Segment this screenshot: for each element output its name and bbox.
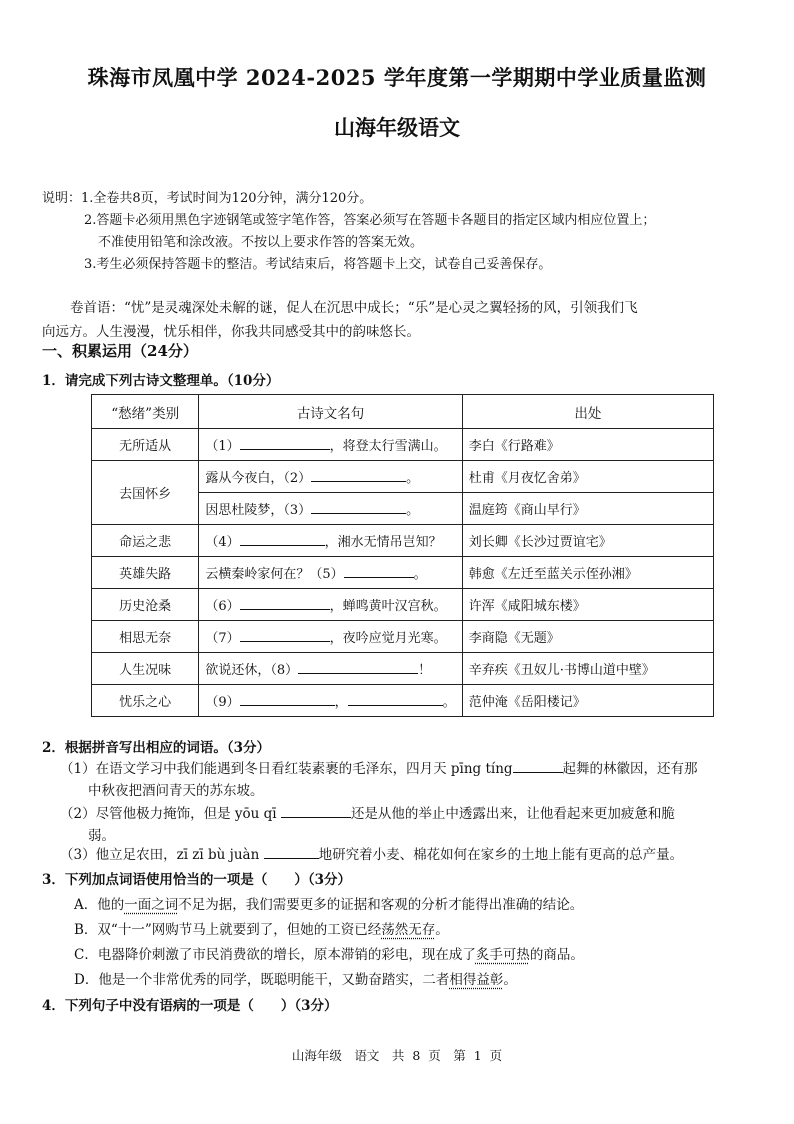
instruction-2-cont: 不准使用铅笔和涂改液。不按以上要求作答的答案无效。 <box>98 235 424 250</box>
table-row <box>92 653 714 685</box>
category-cell: 历史沧桑 <box>92 589 199 621</box>
table-row <box>92 685 714 717</box>
verse-cell: （9） ， 。 <box>199 685 462 717</box>
table-row <box>92 525 714 557</box>
page-footer: 山海年级 语文 共 8 页 第 1 页 <box>291 1048 503 1063</box>
poem-table <box>91 394 714 717</box>
instruction-3: 3.考生必须保持答题卡的整洁。考试结束后，将答题卡上交，试卷自己妥善保存。 <box>84 257 552 272</box>
verse-cell: （6） ，蝉鸣黄叶汉宫秋。 <box>199 589 462 621</box>
option-d[interactable]: D．他是一个非常优秀的同学，既聪明能干，又勤奋踏实，二者相得益彰。 <box>74 972 517 988</box>
source-cell: 辛弃疾《丑奴儿·书博山道中壁》 <box>462 653 713 685</box>
option-b[interactable]: B．双“十一”网购节马上就要到了，但她的工资已经荡然无存。 <box>74 922 449 938</box>
verse-cell: （1） ，将登太行雪满山。 <box>199 429 462 461</box>
option-a[interactable]: A．他的一面之词不足为据，我们需要更多的证据和客观的分析才能得出准确的结论。 <box>74 897 584 913</box>
instruction-2: 2.答题卡必须用黑色字迹钢笔或签字笔作答，答案必须写在答题卡各题目的指定区域内相应位置上； <box>84 213 656 228</box>
answer-blank[interactable] <box>240 435 330 450</box>
answer-blank[interactable] <box>240 595 330 610</box>
answer-blank[interactable] <box>240 531 325 546</box>
instructions <box>42 188 772 276</box>
question-2-item-1: （1）在语文学习中我们能遇到冬日看红装素裹的毛泽东，四月天 pīng tíng 起舞的林徽因，还有那 中秋夜把酒问青天的苏东坡。 <box>60 758 780 802</box>
table-row <box>92 429 714 461</box>
category-cell: 人生况味 <box>92 653 199 685</box>
table-header-row <box>92 395 714 429</box>
source-cell: 杜甫《月夜忆舍弟》 <box>462 461 713 493</box>
source-cell: 李白《行路难》 <box>462 429 713 461</box>
source-cell: 刘长卿《长沙过贾谊宅》 <box>462 525 713 557</box>
answer-blank[interactable] <box>344 563 414 578</box>
verse-cell: 露从今夜白，（2） 。 <box>199 461 462 493</box>
source-cell: 李商隐《无题》 <box>462 621 713 653</box>
category-cell: 英雄失路 <box>92 557 199 589</box>
verse-cell: （7） ，夜吟应觉月光寒。 <box>199 621 462 653</box>
category-cell: 相思无奈 <box>92 621 199 653</box>
question-4-label: 4．下列句子中没有语病的一项是（ ）（3分） <box>42 998 338 1014</box>
answer-blank[interactable] <box>240 691 335 706</box>
col-header-category: “愁绪”类别 <box>92 395 199 429</box>
answer-blank[interactable] <box>311 499 406 514</box>
question-2-label: 2．根据拼音写出相应的词语。（3分） <box>42 740 271 756</box>
col-header-verse: 古诗文名句 <box>199 395 462 429</box>
col-header-source: 出处 <box>462 395 713 429</box>
source-cell: 许浑《咸阳城东楼》 <box>462 589 713 621</box>
category-cell: 去国怀乡 <box>92 461 199 525</box>
source-cell: 温庭筠《商山早行》 <box>462 493 713 525</box>
verse-cell: 欲说还休，（8） ！ <box>199 653 462 685</box>
table-row <box>92 621 714 653</box>
question-2-item-3: （3）他立足农田，zī zī bù juàn 地研究着小麦、棉花如何在家乡的土地上能有更高的总产量。 <box>60 844 780 866</box>
category-cell: 无所适从 <box>92 429 199 461</box>
question-3-label: 3．下列加点词语使用恰当的一项是（ ）（3分） <box>42 872 352 888</box>
answer-blank[interactable] <box>281 803 351 818</box>
instruction-1: 说明：1.全卷共8页，考试时间为120分钟，满分120分。 <box>42 191 373 206</box>
preface <box>42 296 782 344</box>
source-cell: 韩愈《左迁至蓝关示侄孙湘》 <box>462 557 713 589</box>
answer-blank[interactable] <box>348 691 443 706</box>
section-heading: 一、积累运用（24分） <box>42 342 198 360</box>
answer-blank[interactable] <box>264 844 319 859</box>
question-2-item-2: （2）尽管他极力掩饰，但是 yōu qī 还是从他的举止中透露出来，让他看起来更加疲惫和脆 弱。 <box>60 803 780 847</box>
verse-cell: 云横秦岭家何在？（5） 。 <box>199 557 462 589</box>
answer-blank[interactable] <box>311 467 406 482</box>
option-c[interactable]: C．电器降价刺激了市民消费欲的增长，原本滞销的彩电，现在成了炙手可热的商品。 <box>74 947 584 963</box>
verse-cell: 因思杜陵梦，（3） 。 <box>199 493 462 525</box>
verse-cell: （4） ，湘水无情吊岂知？ <box>199 525 462 557</box>
exam-title: 珠海市凤凰中学 2024-2025 学年度第一学期期中学业质量监测 <box>87 65 707 90</box>
answer-blank[interactable] <box>298 659 418 674</box>
exam-subtitle: 山海年级语文 <box>334 115 460 140</box>
category-cell: 忧乐之心 <box>92 685 199 717</box>
category-cell: 命运之悲 <box>92 525 199 557</box>
source-cell: 范仲淹《岳阳楼记》 <box>462 685 713 717</box>
answer-blank[interactable] <box>513 758 563 773</box>
table-row <box>92 589 714 621</box>
question-1-label: 1．请完成下列古诗文整理单。（10分） <box>42 373 280 389</box>
table-row <box>92 461 714 493</box>
preface-line-2: 向远方。人生漫漫，忧乐相伴，你我共同感受其中的韵味悠长。 <box>42 324 420 340</box>
table-row <box>92 557 714 589</box>
preface-line-1: 卷首语：“忧”是灵魂深处未解的谜，促人在沉思中成长；“乐”是心灵之翼轻扬的风，引领我们飞 <box>70 300 638 316</box>
answer-blank[interactable] <box>240 627 330 642</box>
